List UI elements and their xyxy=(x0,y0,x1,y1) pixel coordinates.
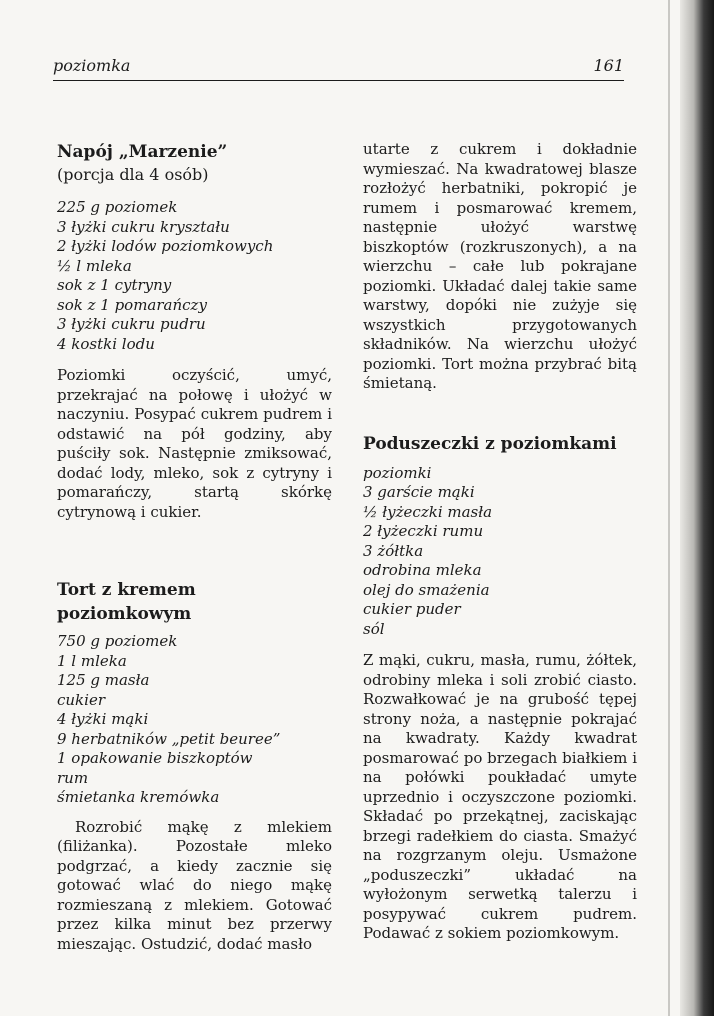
ingredient-item: ½ łyżeczki masła xyxy=(363,502,493,521)
page-edge-line xyxy=(668,0,670,1016)
ingredient-item: sok z 1 pomarańczy xyxy=(57,295,207,314)
header-rule xyxy=(53,80,624,81)
right-column xyxy=(363,140,637,944)
ingredient-list xyxy=(57,198,332,354)
ingredient-item: olej do smażenia xyxy=(363,580,490,599)
ingredient-item: sok z 1 cytryny xyxy=(57,276,172,294)
ingredient-item: odrobina mleka xyxy=(363,561,482,579)
recipe-tort-z-kremem xyxy=(57,578,332,954)
ingredient-list xyxy=(57,632,332,808)
ingredient-item: śmietanka kremówka xyxy=(57,788,220,806)
recipe-servings: (porcja dla 4 osób) xyxy=(57,165,209,184)
ingredient-item: 3 żółtka xyxy=(363,541,424,560)
recipe-title: Tort z kremem poziomkowym xyxy=(57,580,196,624)
ingredient-item: 750 g poziomek xyxy=(57,632,178,650)
ingredient-item: 125 g masła xyxy=(57,671,150,689)
ingredient-item: 1 opakowanie biszkoptów xyxy=(57,749,253,767)
ingredient-list xyxy=(363,464,637,640)
ingredient-item: cukier xyxy=(57,690,105,709)
recipe-instructions-continued: utarte z cukrem i dokładnie wymieszać. Na kwadratowej blasze rozłożyć herbatniki, pokropić je rumem i posmarować kremem, następnie ułożyć warstwę biszkoptów (rozkruszonych), a na wierzchu – całe lub pokrajane poziomki. Układać dalej takie same warstwy, dopóki nie zużyje się wszystkich przygotowanych składników. Na wierzchu ułożyć poziomki. Tort można przybrać bitą śmietaną. xyxy=(363,140,637,392)
ingredient-item: rum xyxy=(57,768,89,787)
ingredient-item: 225 g poziomek xyxy=(57,198,178,216)
recipe-instructions: Poziomki oczyścić, umyć, przekrajać na połowę i ułożyć w naczyniu. Posypać cukrem pudrem i odstawić na pół godziny, aby puściły sok. Następnie zmiksować, dodać lody, mleko, sok z cytryny i pomarańczy, startą skórkę cytrynową i cukier. xyxy=(57,366,332,521)
recipe-instructions: Rozrobić mąkę z mlekiem (filiżanka). Pozostałe mleko podgrzać, a kiedy zacznie się gotować wlać do niego mąkę rozmieszaną z mlekiem. Gotować przez kilka minut bez przerwy mieszając. Ostudzić, dodać masło xyxy=(57,817,332,953)
ingredient-item: 1 l mleka xyxy=(57,651,127,670)
recipe-poduszeczki xyxy=(363,432,637,944)
book-spine-shadow xyxy=(680,0,714,1016)
ingredient-item: 2 łyżeczki rumu xyxy=(363,522,484,540)
running-title: poziomka xyxy=(53,56,131,75)
ingredient-item: 3 garście mąki xyxy=(363,483,475,501)
ingredient-item: ½ l mleka xyxy=(57,256,132,275)
ingredient-item: cukier puder xyxy=(363,600,461,618)
page-number: 161 xyxy=(593,56,624,75)
ingredient-item: 3 łyżki cukru pudru xyxy=(57,315,206,333)
running-header xyxy=(53,56,624,75)
ingredient-item: 4 kostki lodu xyxy=(57,334,155,353)
recipe-title: Napój „Marzenie” xyxy=(57,142,228,162)
recipe-napoj-marzenie xyxy=(57,140,332,522)
left-column xyxy=(57,140,332,954)
ingredient-item: 2 łyżki lodów poziomkowych xyxy=(57,237,274,255)
ingredient-item: 4 łyżki mąki xyxy=(57,710,149,728)
ingredient-item: 3 łyżki cukru kryształu xyxy=(57,217,230,236)
recipe-instructions: Z mąki, cukru, masła, rumu, żółtek, odrobiny mleka i soli zrobić ciasto. Rozwałkować je na grubość tępej strony noża, a następnie pokrajać na kwadraty. Każdy kwadrat posmarować po brzegach białkiem i na połówki poukładać umyte uprzednio i oczyszczone poziomki. Składać po przekątnej, zaciskając brzegi radełkiem do ciasta. Smażyć na rozgrzanym oleju. Usmażone „poduszeczki” układać na wyłożonym serwetką talerzu i posypywać cukrem pudrem. Podawać z sokiem poziomkowym. xyxy=(363,651,637,942)
recipe-title: Poduszeczki z poziomkami xyxy=(363,433,617,454)
ingredient-item: poziomki xyxy=(363,463,432,482)
ingredient-item: sól xyxy=(363,619,385,638)
ingredient-item: 9 herbatników „petit beuree” xyxy=(57,729,281,748)
